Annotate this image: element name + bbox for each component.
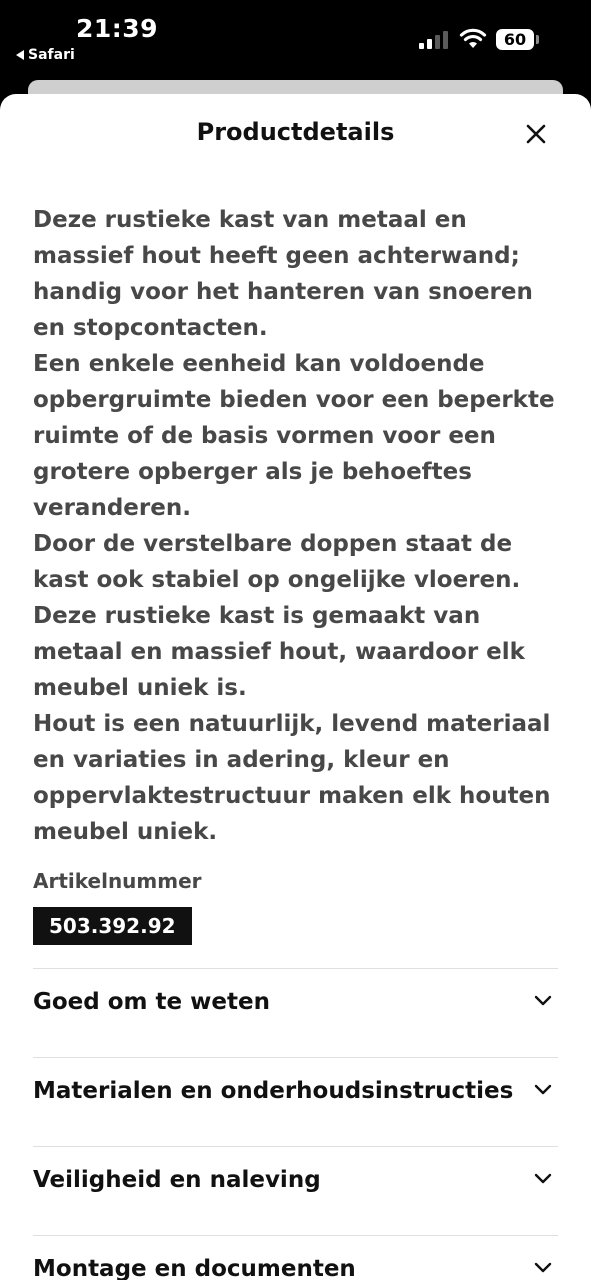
accordion-label: Goed om te weten: [33, 989, 270, 1015]
wifi-icon: [459, 28, 487, 50]
chevron-down-icon: [534, 1262, 552, 1274]
description-paragraph: Door de verstelbare doppen staat de kast ook stabiel op ongelijke vloeren.: [33, 531, 521, 593]
chevron-down-icon: [534, 1084, 552, 1096]
chevron-down-icon: [534, 1173, 552, 1185]
back-triangle-icon: [16, 50, 24, 60]
product-description: [33, 202, 558, 850]
close-icon[interactable]: [520, 118, 552, 150]
accordion-good-to-know[interactable]: [33, 968, 558, 1057]
sheet-title: Productdetails: [196, 118, 395, 146]
accordion-label: Materialen en onderhoudsinstructies: [33, 1078, 514, 1104]
description-paragraph: Een enkele eenheid kan voldoende opbergruimte bieden voor een beperkte ruimte of de basis vormen voor een grotere opberger als je behoeftes veranderen.: [33, 351, 555, 521]
status-bar: [0, 0, 591, 80]
accordion-safety-compliance[interactable]: [33, 1146, 558, 1235]
cellular-signal-icon: [419, 31, 451, 49]
article-number-label: Artikelnummer: [33, 869, 202, 893]
accordion-assembly-documents[interactable]: [33, 1235, 558, 1280]
description-paragraph: Hout is een natuurlijk, levend materiaal en variaties in adering, kleur en oppervlaktestructuur maken elk houten meubel uniek.: [33, 711, 551, 845]
battery-nub: [536, 35, 539, 44]
accordion-label: Veiligheid en naleving: [33, 1167, 321, 1193]
details-accordion: [33, 968, 558, 1280]
status-time: 21:39: [76, 14, 159, 43]
article-number-badge: 503.392.92: [33, 907, 192, 945]
back-app-label: Safari: [28, 47, 75, 63]
description-paragraph: Deze rustieke kast van metaal en massief hout heeft geen achterwand; handig voor het hanteren van snoeren en stopcontacten.: [33, 207, 533, 341]
description-paragraph: Deze rustieke kast is gemaakt van metaal en massief hout, waardoor elk meubel uniek is.: [33, 603, 525, 701]
back-to-app-button[interactable]: [16, 47, 75, 63]
battery-level: 60: [496, 29, 534, 50]
chevron-down-icon: [534, 995, 552, 1007]
product-details-sheet: [0, 94, 591, 1280]
sheet-header: [0, 94, 591, 174]
accordion-materials-care[interactable]: [33, 1057, 558, 1146]
accordion-label: Montage en documenten: [33, 1256, 356, 1280]
